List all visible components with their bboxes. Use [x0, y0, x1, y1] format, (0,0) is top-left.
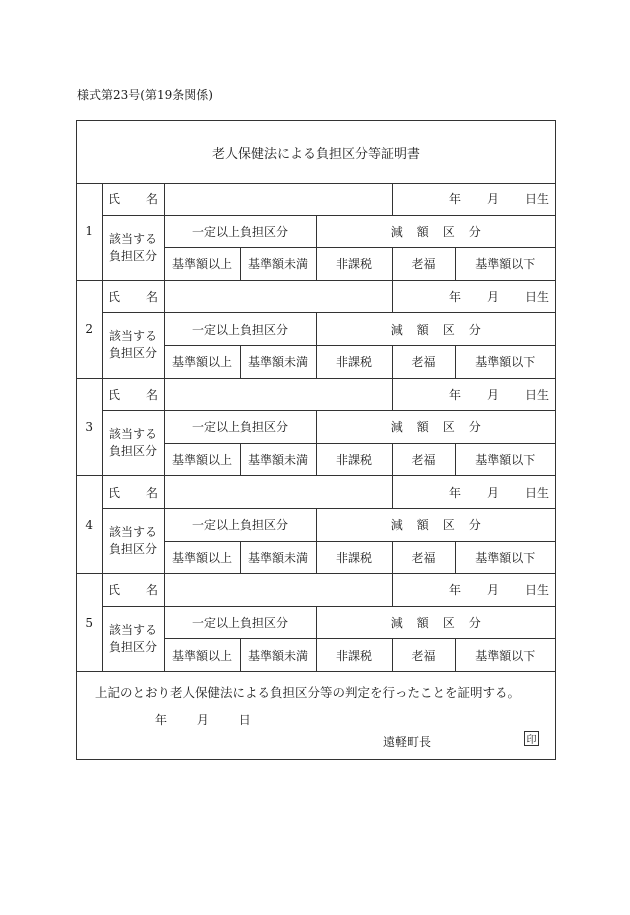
reduction-category[interactable]: 減 額 区 分	[316, 411, 555, 444]
burden-category-label: 該当する 負担区分	[102, 411, 164, 476]
name-label: 氏 名	[102, 378, 164, 411]
option-below-standard[interactable]: 基準額未満	[240, 541, 316, 574]
entry-number: 4	[77, 476, 102, 574]
birth-date-field[interactable]: 年 月 日生	[392, 574, 555, 607]
option-tax-exempt[interactable]: 非課税	[316, 345, 392, 378]
option-below-standard[interactable]: 基準額未満	[240, 443, 316, 476]
birth-date-field[interactable]: 年 月 日生	[392, 280, 555, 313]
entry-row-name	[77, 183, 555, 215]
entry-row-kubun	[77, 215, 555, 248]
high-burden-category[interactable]: 一定以上負担区分	[164, 508, 316, 541]
option-tax-exempt[interactable]: 非課税	[316, 443, 392, 476]
option-elderly-welfare[interactable]: 老福	[392, 443, 455, 476]
high-burden-category[interactable]: 一定以上負担区分	[164, 411, 316, 444]
name-field[interactable]	[164, 476, 392, 509]
name-label: 氏 名	[102, 476, 164, 509]
high-burden-category[interactable]: 一定以上負担区分	[164, 313, 316, 346]
option-above-standard[interactable]: 基準額以上	[164, 639, 240, 672]
name-label: 氏 名	[102, 574, 164, 607]
option-tax-exempt[interactable]: 非課税	[316, 248, 392, 281]
burden-category-label: 該当する 負担区分	[102, 606, 164, 671]
birth-date-field[interactable]: 年 月 日生	[392, 476, 555, 509]
birth-date-field[interactable]: 年 月 日生	[392, 183, 555, 215]
name-field[interactable]	[164, 574, 392, 607]
name-field[interactable]	[164, 183, 392, 215]
mayor-title: 遠軽町長	[383, 735, 432, 749]
form-number: 様式第23号(第19条関係)	[77, 88, 213, 102]
birth-date-field[interactable]: 年 月 日生	[392, 378, 555, 411]
reduction-category[interactable]: 減 額 区 分	[316, 313, 555, 346]
option-tax-exempt[interactable]: 非課税	[316, 639, 392, 672]
option-below-standard[interactable]: 基準額未満	[240, 345, 316, 378]
option-above-standard[interactable]: 基準額以上	[164, 541, 240, 574]
entry-number: 3	[77, 378, 102, 476]
option-above-standard[interactable]: 基準額以上	[164, 345, 240, 378]
reduction-category[interactable]: 減 額 区 分	[316, 606, 555, 639]
option-standard-or-below[interactable]: 基準額以下	[455, 443, 555, 476]
option-below-standard[interactable]: 基準額未満	[240, 248, 316, 281]
reduction-category[interactable]: 減 額 区 分	[316, 508, 555, 541]
high-burden-category[interactable]: 一定以上負担区分	[164, 215, 316, 248]
option-elderly-welfare[interactable]: 老福	[392, 248, 455, 281]
certification-statement: 上記のとおり老人保健法による負担区分等の判定を行ったことを証明する。	[95, 685, 521, 700]
option-standard-or-below[interactable]: 基準額以下	[455, 541, 555, 574]
name-label: 氏 名	[102, 183, 164, 215]
issue-month-label: 月	[196, 713, 209, 727]
entry-row-kubun	[77, 411, 555, 444]
issue-date	[155, 711, 251, 728]
option-standard-or-below[interactable]: 基準額以下	[455, 639, 555, 672]
name-field[interactable]	[164, 280, 392, 313]
option-below-standard[interactable]: 基準額未満	[240, 639, 316, 672]
entry-row-kubun	[77, 606, 555, 639]
burden-category-label: 該当する 負担区分	[102, 313, 164, 378]
entry-row-name	[77, 574, 555, 607]
reduction-category[interactable]: 減 額 区 分	[316, 215, 555, 248]
entry-row-kubun	[77, 508, 555, 541]
entry-row-name	[77, 280, 555, 313]
option-elderly-welfare[interactable]: 老福	[392, 541, 455, 574]
entry-number: 2	[77, 280, 102, 378]
option-standard-or-below[interactable]: 基準額以下	[455, 345, 555, 378]
name-label: 氏 名	[102, 280, 164, 313]
entry-row-name	[77, 378, 555, 411]
option-tax-exempt[interactable]: 非課税	[316, 541, 392, 574]
entry-row-name	[77, 476, 555, 509]
high-burden-category[interactable]: 一定以上負担区分	[164, 606, 316, 639]
option-elderly-welfare[interactable]: 老福	[392, 639, 455, 672]
option-above-standard[interactable]: 基準額以上	[164, 248, 240, 281]
document-title: 老人保健法による負担区分等証明書	[77, 121, 555, 184]
entry-number: 1	[77, 183, 102, 280]
burden-category-label: 該当する 負担区分	[102, 508, 164, 573]
burden-category-label: 該当する 負担区分	[102, 215, 164, 280]
issue-year-label: 年	[155, 713, 168, 727]
option-above-standard[interactable]: 基準額以上	[164, 443, 240, 476]
entries-table	[77, 183, 555, 672]
seal-mark: 印	[524, 731, 539, 746]
option-standard-or-below[interactable]: 基準額以下	[455, 248, 555, 281]
issue-day-label: 日	[238, 713, 251, 727]
entry-number: 5	[77, 574, 102, 672]
option-elderly-welfare[interactable]: 老福	[392, 345, 455, 378]
name-field[interactable]	[164, 378, 392, 411]
entry-row-kubun	[77, 313, 555, 346]
certificate-frame	[76, 120, 556, 760]
